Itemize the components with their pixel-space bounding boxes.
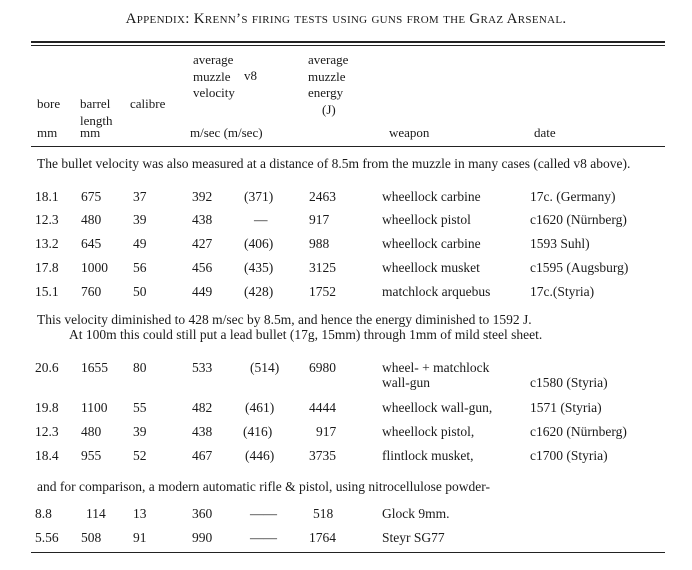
unit-velocity: m/sec (m/sec)	[190, 125, 263, 140]
cell-calibre: 80	[133, 360, 147, 375]
note-velocity-diminished: This velocity diminished to 428 m/sec by 8.5m, and hence the energy diminished to 1592 J.	[37, 312, 532, 327]
cell-date: 1593 Suhl)	[530, 236, 590, 251]
cell-velocity: 360	[192, 506, 213, 521]
cell-calibre: 13	[133, 506, 147, 521]
cell-bore: 20.6	[35, 360, 59, 375]
cell-energy: 1764	[309, 530, 336, 545]
cell-calibre: 39	[133, 424, 147, 439]
header-bore: bore	[37, 96, 61, 111]
cell-energy: 4444	[309, 400, 336, 415]
cell-calibre: 55	[133, 400, 147, 415]
cell-energy: 1752	[309, 284, 336, 299]
cell-calibre: 56	[133, 260, 147, 275]
cell-v8: (406)	[244, 236, 274, 251]
cell-v8: (428)	[244, 284, 274, 299]
unit-barrel: mm	[80, 125, 101, 140]
cell-date: c1700 (Styria)	[530, 448, 608, 463]
header-calibre: calibre	[130, 96, 166, 111]
cell-energy: 518	[313, 506, 334, 521]
cell-date: c1620 (Nürnberg)	[530, 424, 627, 439]
cell-bore: 19.8	[35, 400, 59, 415]
cell-bore: 5.56	[35, 530, 59, 545]
header-rule	[31, 146, 665, 147]
cell-weapon: wheel- + matchlock	[382, 360, 490, 375]
cell-date: c1580 (Styria)	[530, 375, 608, 390]
cell-v8: (435)	[244, 260, 274, 275]
cell-energy: 3735	[309, 448, 336, 463]
cell-bore: 13.2	[35, 236, 59, 251]
cell-velocity: 438	[192, 424, 213, 439]
cell-barrel: 955	[81, 448, 102, 463]
note-v8-measurement: The bullet velocity was also measured at a distance of 8.5m from the muzzle in many cases (called v8 above).	[37, 156, 631, 171]
cell-bore: 17.8	[35, 260, 59, 275]
header-v8: v8	[244, 68, 257, 83]
unit-date: date	[534, 125, 556, 140]
cell-bore: 18.1	[35, 189, 59, 204]
cell-v8: (461)	[245, 400, 275, 415]
cell-barrel: 480	[81, 424, 102, 439]
top-rule-thin	[31, 45, 665, 46]
cell-velocity: 533	[192, 360, 213, 375]
cell-calibre: 91	[133, 530, 147, 545]
cell-velocity: 438	[192, 212, 213, 227]
cell-weapon-line2: wall-gun	[382, 375, 430, 390]
cell-velocity: 990	[192, 530, 213, 545]
cell-date: 17c. (Germany)	[530, 189, 616, 204]
cell-v8: (416)	[243, 424, 273, 439]
header-velocity: average muzzle velocity	[193, 52, 235, 100]
cell-barrel: 480	[81, 212, 102, 227]
cell-weapon: wheellock carbine	[382, 236, 481, 251]
cell-barrel: 1000	[81, 260, 108, 275]
cell-bore: 12.3	[35, 212, 59, 227]
header-barrel: barrel length	[80, 96, 113, 128]
bottom-rule	[31, 552, 665, 553]
cell-weapon: flintlock musket,	[382, 448, 474, 463]
cell-v8: —	[254, 212, 268, 227]
cell-v8: ——	[250, 530, 277, 545]
cell-barrel: 1100	[81, 400, 108, 415]
cell-velocity: 467	[192, 448, 213, 463]
cell-weapon: wheellock musket	[382, 260, 480, 275]
unit-bore: mm	[37, 125, 58, 140]
cell-energy: 2463	[309, 189, 336, 204]
cell-velocity: 427	[192, 236, 213, 251]
cell-energy: 6980	[309, 360, 336, 375]
cell-barrel: 114	[86, 506, 106, 521]
cell-v8: (514)	[250, 360, 280, 375]
cell-barrel: 1655	[81, 360, 108, 375]
note-100m-penetration: At 100m this could still put a lead bullet (17g, 15mm) through 1mm of mild steel sheet.	[69, 327, 543, 342]
cell-calibre: 37	[133, 189, 147, 204]
cell-velocity: 456	[192, 260, 213, 275]
cell-energy: 988	[309, 236, 330, 251]
cell-bore: 15.1	[35, 284, 59, 299]
cell-calibre: 49	[133, 236, 147, 251]
cell-barrel: 760	[81, 284, 102, 299]
cell-weapon: wheellock pistol,	[382, 424, 475, 439]
cell-weapon: wheellock wall-gun,	[382, 400, 493, 415]
cell-calibre: 50	[133, 284, 147, 299]
cell-v8: (446)	[245, 448, 275, 463]
note-modern-comparison: and for comparison, a modern automatic rifle & pistol, using nitrocellulose powder-	[37, 479, 490, 494]
cell-v8: (371)	[244, 189, 274, 204]
cell-bore: 12.3	[35, 424, 59, 439]
page-title: Appendix: Krenn’s firing tests using guns from the Graz Arsenal.	[125, 11, 567, 27]
cell-energy: 3125	[309, 260, 336, 275]
cell-bore: 8.8	[35, 506, 52, 521]
cell-weapon: Steyr SG77	[382, 530, 445, 545]
cell-weapon: wheellock pistol	[382, 212, 471, 227]
cell-velocity: 392	[192, 189, 213, 204]
top-rule-thick	[31, 41, 665, 43]
cell-barrel: 508	[81, 530, 102, 545]
cell-weapon: wheellock carbine	[382, 189, 481, 204]
cell-weapon: Glock 9mm.	[382, 506, 450, 521]
cell-v8: ——	[250, 506, 277, 521]
cell-bore: 18.4	[35, 448, 59, 463]
cell-energy: 917	[309, 212, 330, 227]
cell-date: 1571 (Styria)	[530, 400, 602, 415]
cell-barrel: 675	[81, 189, 102, 204]
cell-calibre: 52	[133, 448, 147, 463]
header-energy: average muzzle energy (J)	[308, 52, 349, 117]
cell-velocity: 449	[192, 284, 213, 299]
cell-date: c1595 (Augsburg)	[530, 260, 629, 275]
cell-weapon: matchlock arquebus	[382, 284, 491, 299]
cell-calibre: 39	[133, 212, 147, 227]
cell-energy: 917	[316, 424, 337, 439]
cell-velocity: 482	[192, 400, 213, 415]
cell-date: 17c.(Styria)	[530, 284, 595, 299]
unit-weapon: weapon	[389, 125, 430, 140]
cell-barrel: 645	[81, 236, 102, 251]
cell-date: c1620 (Nürnberg)	[530, 212, 627, 227]
